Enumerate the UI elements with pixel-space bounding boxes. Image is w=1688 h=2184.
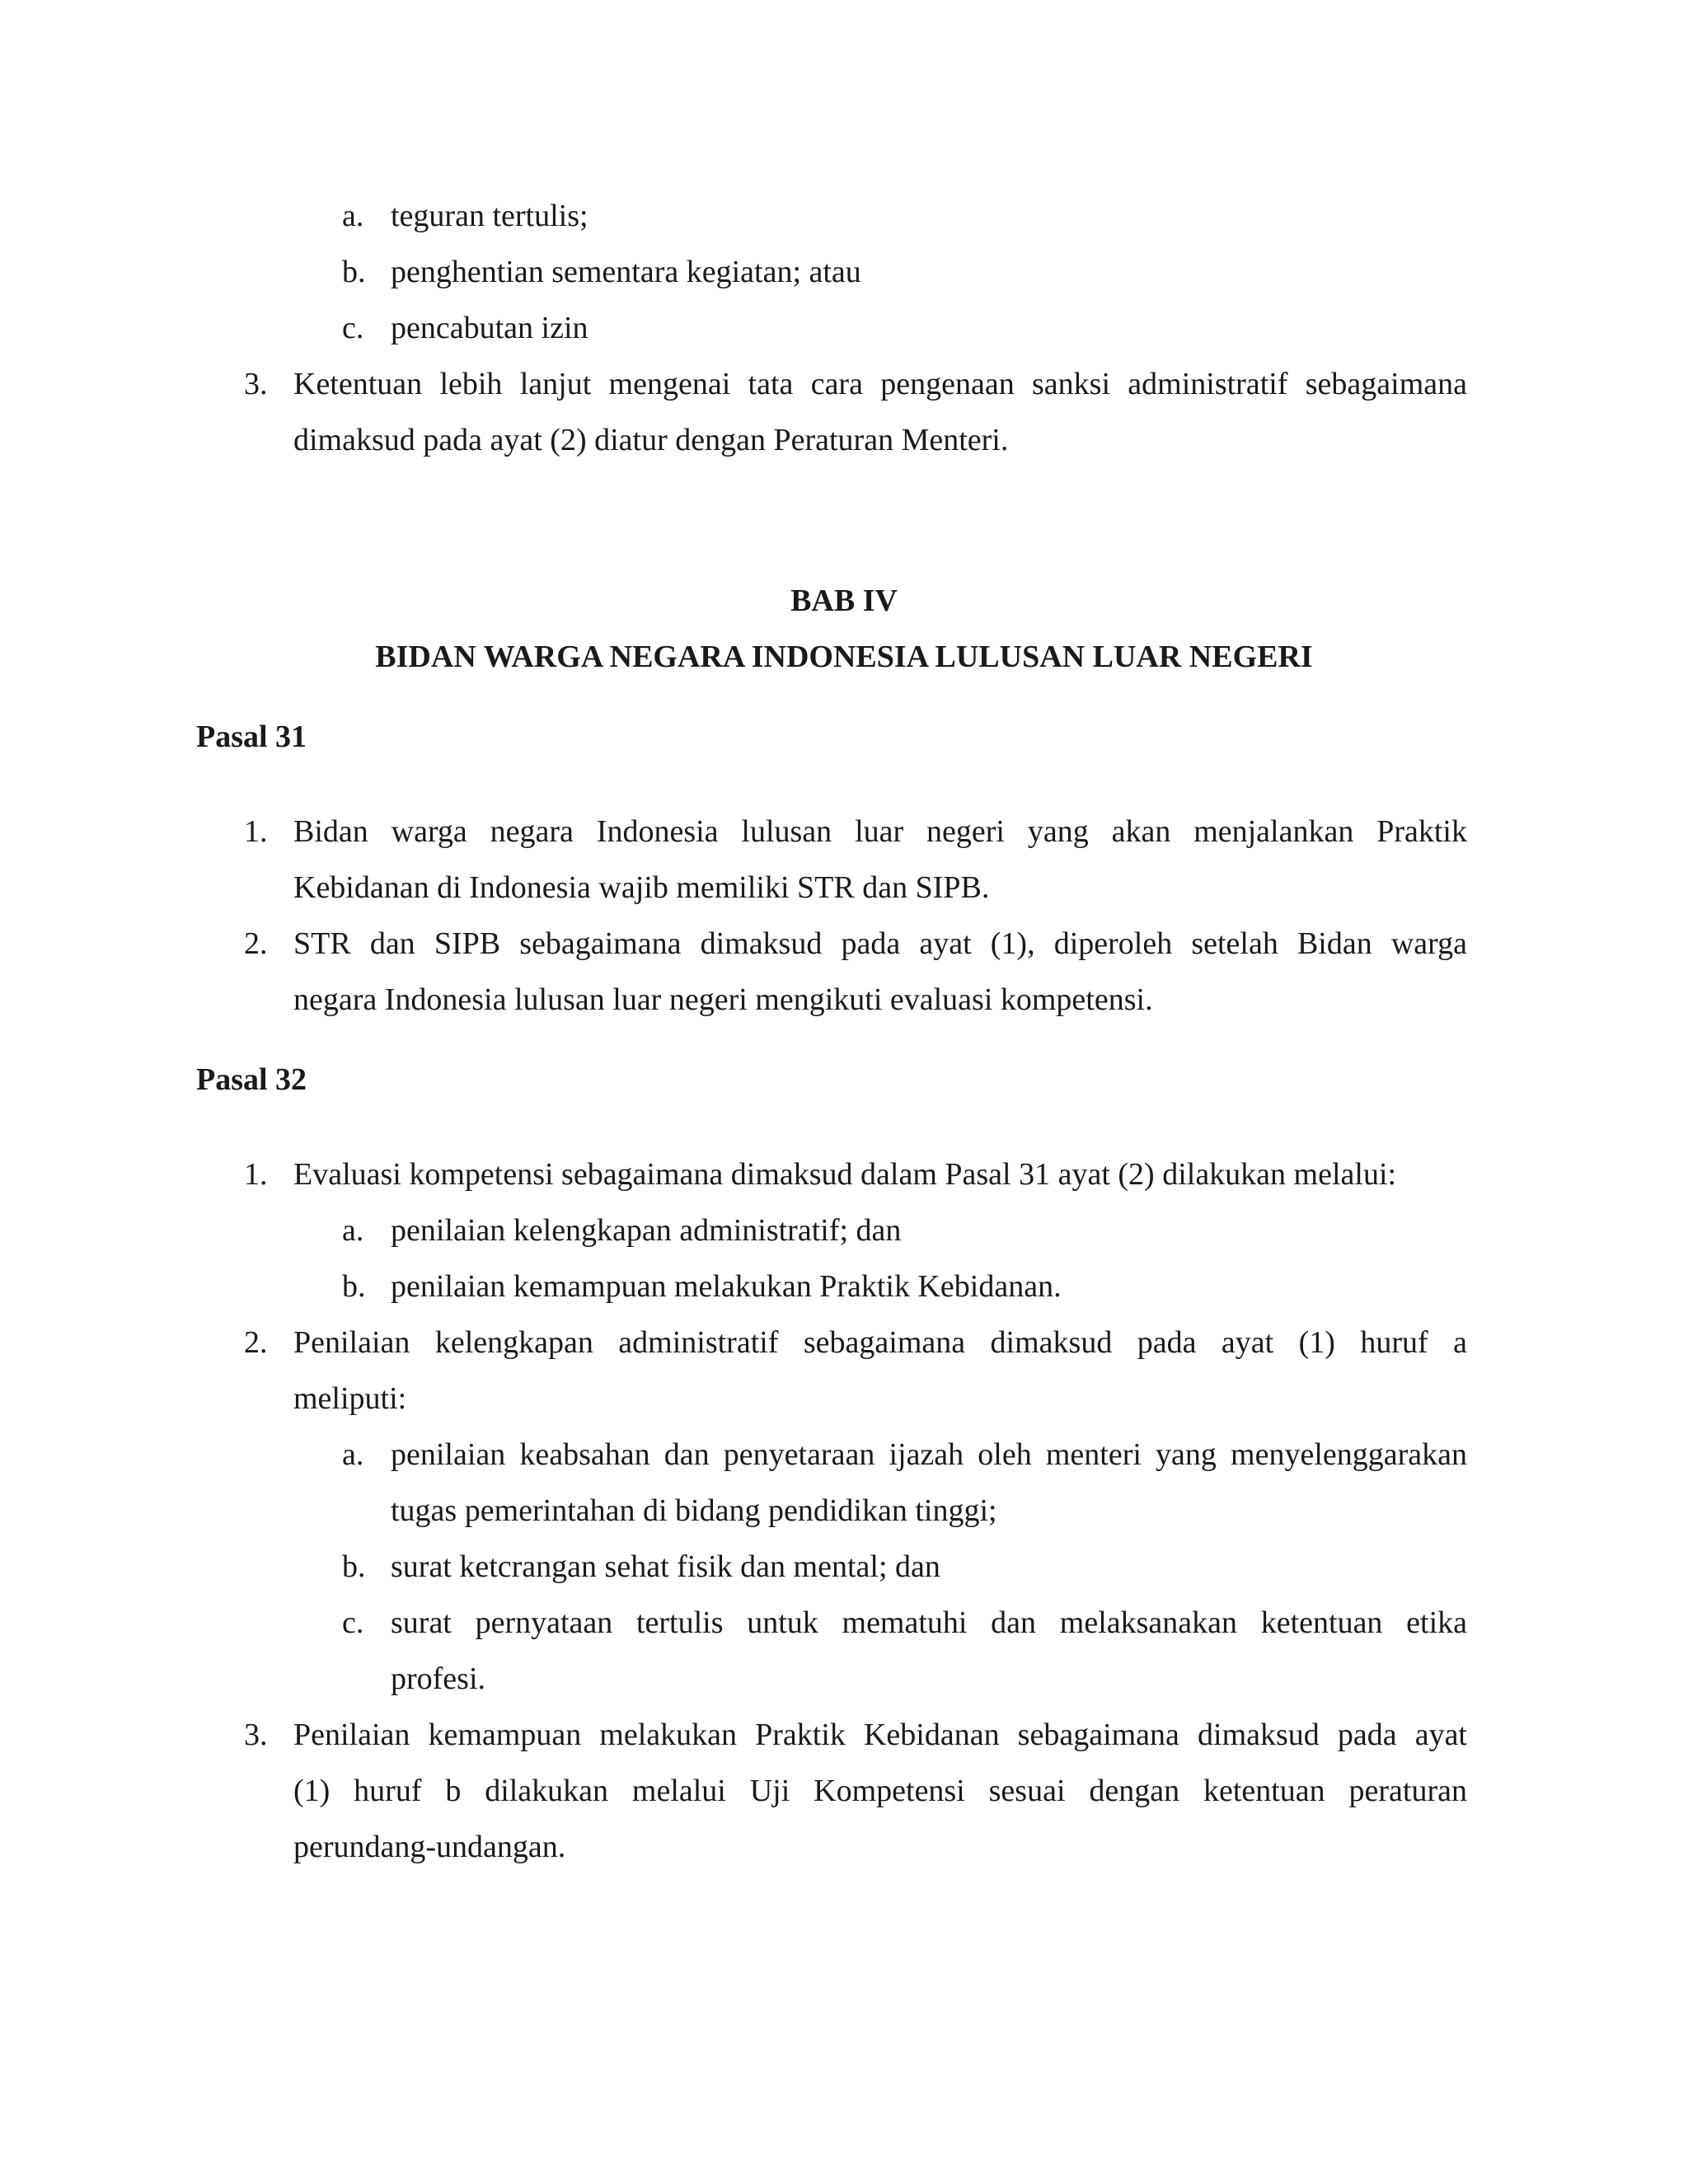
list-item-text: penghentian sementara kegiatan; atau — [391, 255, 861, 289]
list-item-text: penilaian kelengkapan administratif; dan — [391, 1213, 902, 1248]
paragraph-line: Penilaian kelengkapan administratif sebagaimana dimaksud pada ayat (1) huruf a — [293, 1325, 1467, 1360]
section-heading: Pasal 31 — [196, 719, 307, 754]
paragraph-line: STR dan SIPB sebagaimana dimaksud pada ayat (1), diperoleh setelah Bidan warga — [293, 926, 1467, 961]
list-marker: 2. — [244, 926, 268, 961]
paragraph-line: meliputi: — [293, 1381, 407, 1416]
list-marker: a. — [342, 1437, 364, 1472]
paragraph-line: Penilaian kemampuan melakukan Praktik Kebidanan sebagaimana dimaksud pada ayat — [293, 1718, 1467, 1752]
chapter-number: BAB IV — [790, 583, 898, 618]
list-marker: 3. — [244, 367, 268, 401]
list-marker: c. — [342, 311, 364, 345]
list-marker: a. — [342, 199, 364, 233]
list-marker: b. — [342, 1549, 366, 1584]
section-heading: Pasal 32 — [196, 1062, 307, 1097]
list-item-text: surat ketcrangan sehat fisik dan mental; dan — [391, 1549, 940, 1584]
chapter-title: BIDAN WARGA NEGARA INDONESIA LULUSAN LUAR NEGERI — [375, 640, 1313, 674]
paragraph-line: perundang-undangan. — [293, 1830, 566, 1864]
paragraph-line: Kebidanan di Indonesia wajib memiliki STR dan SIPB. — [293, 870, 990, 905]
list-item-text: tugas pemerintahan di bidang pendidikan tinggi; — [391, 1493, 997, 1528]
paragraph-line: Bidan warga negara Indonesia lulusan luar negeri yang akan menjalankan Praktik — [293, 814, 1467, 849]
list-marker: b. — [342, 1269, 366, 1304]
list-marker: 1. — [244, 1157, 268, 1192]
list-marker: 3. — [244, 1718, 268, 1752]
list-marker: 1. — [244, 814, 268, 849]
paragraph-line: dimaksud pada ayat (2) diatur dengan Peraturan Menteri. — [293, 423, 1009, 457]
paragraph-line: Ketentuan lebih lanjut mengenai tata cara pengenaan sanksi administratif sebagaimana — [293, 367, 1467, 401]
paragraph-line: Evaluasi kompetensi sebagaimana dimaksud dalam Pasal 31 ayat (2) dilakukan melalui: — [293, 1157, 1397, 1192]
paragraph-line: negara Indonesia lulusan luar negeri mengikuti evaluasi kompetensi. — [293, 982, 1153, 1017]
list-marker: 2. — [244, 1325, 268, 1360]
list-item-text: profesi. — [391, 1661, 486, 1696]
list-item-text: surat pernyataan tertulis untuk mematuhi dan melaksanakan ketentuan etika — [391, 1605, 1467, 1640]
list-item-text: pencabutan izin — [391, 311, 588, 345]
list-marker: c. — [342, 1605, 364, 1640]
list-item-text: teguran tertulis; — [391, 199, 588, 233]
list-marker: b. — [342, 255, 366, 289]
list-item-text: penilaian kemampuan melakukan Praktik Kebidanan. — [391, 1269, 1062, 1304]
list-marker: a. — [342, 1213, 364, 1248]
list-item-text: penilaian keabsahan dan penyetaraan ijazah oleh menteri yang menyelenggarakan — [391, 1437, 1467, 1472]
paragraph-line: (1) huruf b dilakukan melalui Uji Kompetensi sesuai dengan ketentuan peraturan — [293, 1774, 1467, 1808]
